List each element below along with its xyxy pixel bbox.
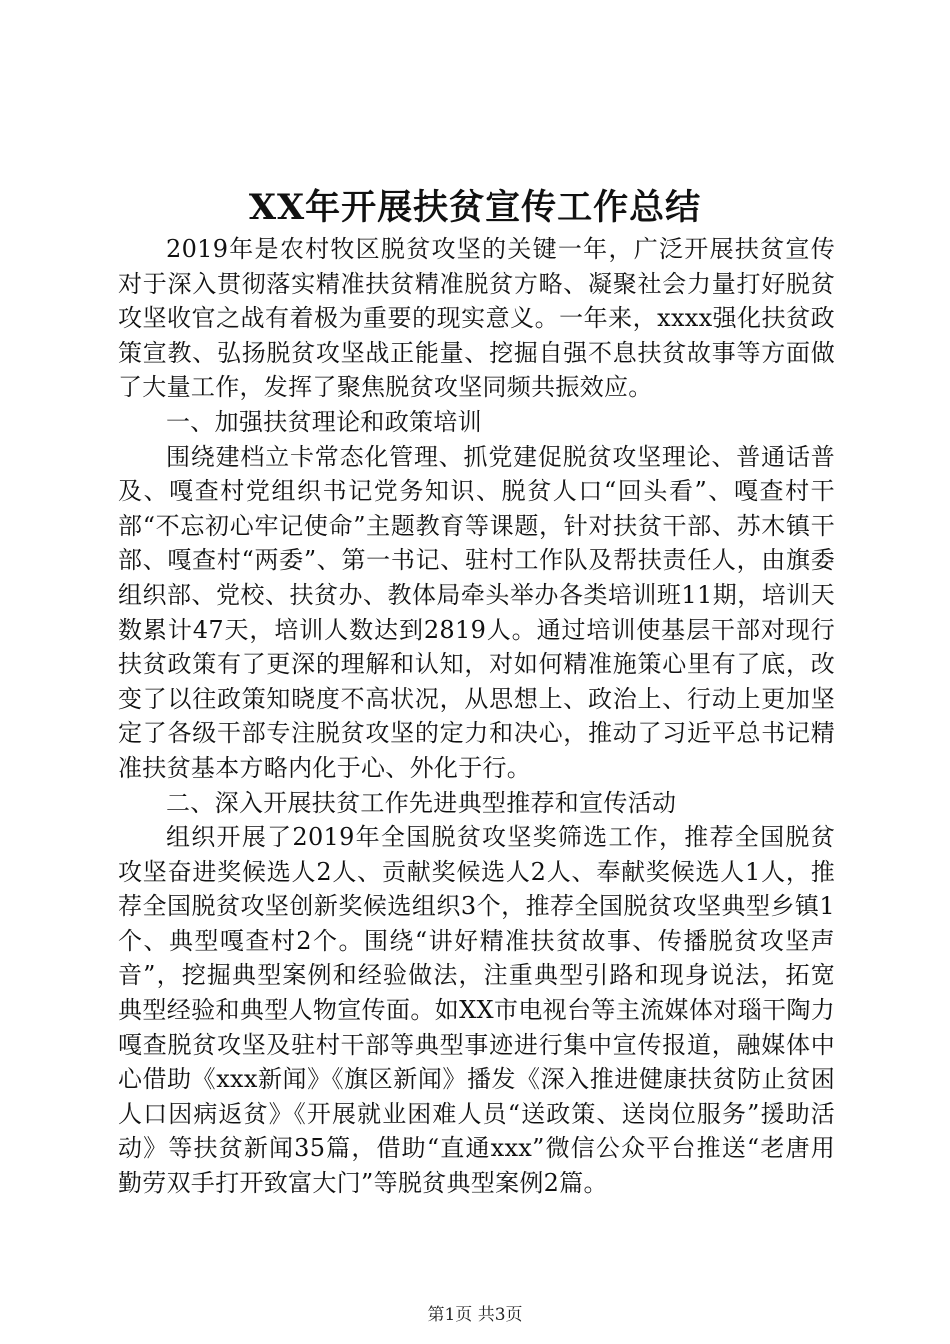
section-body-2: 组织开展了2019年全国脱贫攻坚奖筛选工作，推荐全国脱贫攻坚奋进奖候选人2人、贡献奖候选人2人、奉献奖候选人1人，推荐全国脱贫攻坚创新奖候选组织3个，推荐全国脱贫攻坚典型乡镇1个、典型嘎查村2个。围绕“讲好精准扶贫故事、传播脱贫攻坚声音”，挖掘典型案例和经验做法，注重典型引路和现身说法，拓宽典型经验和典型人物宣传面。如XX市电视台等主流媒体对瑙干陶力嘎查脱贫攻坚及驻村干部等典型事迹进行集中宣传报道，融媒体中心借助《xxx新闻》《旗区新闻》播发《深入推进健康扶贫防止贫困人口因病返贫》《开展就业困难人员“送政策、送岗位服务”援助活动》等扶贫新闻35篇，借助“直通xxx”微信公众平台推送“老唐用勤劳双手打开致富大门”等脱贫典型案例2篇。 xyxy=(118,823,835,1198)
section-heading-1: 一、加强扶贫理论和政策培训 xyxy=(166,407,482,436)
page-footer: 第1页 共3页 xyxy=(427,1305,523,1325)
section-body-1: 围绕建档立卡常态化管理、抓党建促脱贫攻坚理论、普通话普及、嘎查村党组织书记党务知识、脱贫人口“回头看”、嘎查村干部“不忘初心牢记使命”主题教育等课题，针对扶贫干部、苏木镇干部、嘎查村“两委”、第一书记、驻村工作队及帮扶责任人，由旗委组织部、党校、扶贫办、教体局牵头举办各类培训班11期，培训天数累计47天，培训人数达到2819人。通过培训使基层干部对现行扶贫政策有了更深的理解和认知，对如何精准施策心里有了底，改变了以往政策知晓度不高状况，从思想上、政治上、行动上更加坚定了各级干部专注脱贫攻坚的定力和决心，推动了习近平总书记精准扶贫基本方略内化于心、外化于行。 xyxy=(118,442,835,782)
document-body xyxy=(118,232,835,1201)
document-title: XX年开展扶贫宣传工作总结 xyxy=(248,187,702,228)
intro-paragraph: 2019年是农村牧区脱贫攻坚的关键一年，广泛开展扶贫宣传对于深入贯彻落实精准扶贫精准脱贫方略、凝聚社会力量打好脱贫攻坚收官之战有着极为重要的现实意义。一年来，xxxx强化扶贫政策宣教、弘扬脱贫攻坚战正能量、挖掘自强不息扶贫故事等方面做了大量工作，发挥了聚焦脱贫攻坚同频共振效应。 xyxy=(118,235,835,402)
section-heading-2: 二、深入开展扶贫工作先进典型推荐和宣传活动 xyxy=(166,788,677,817)
